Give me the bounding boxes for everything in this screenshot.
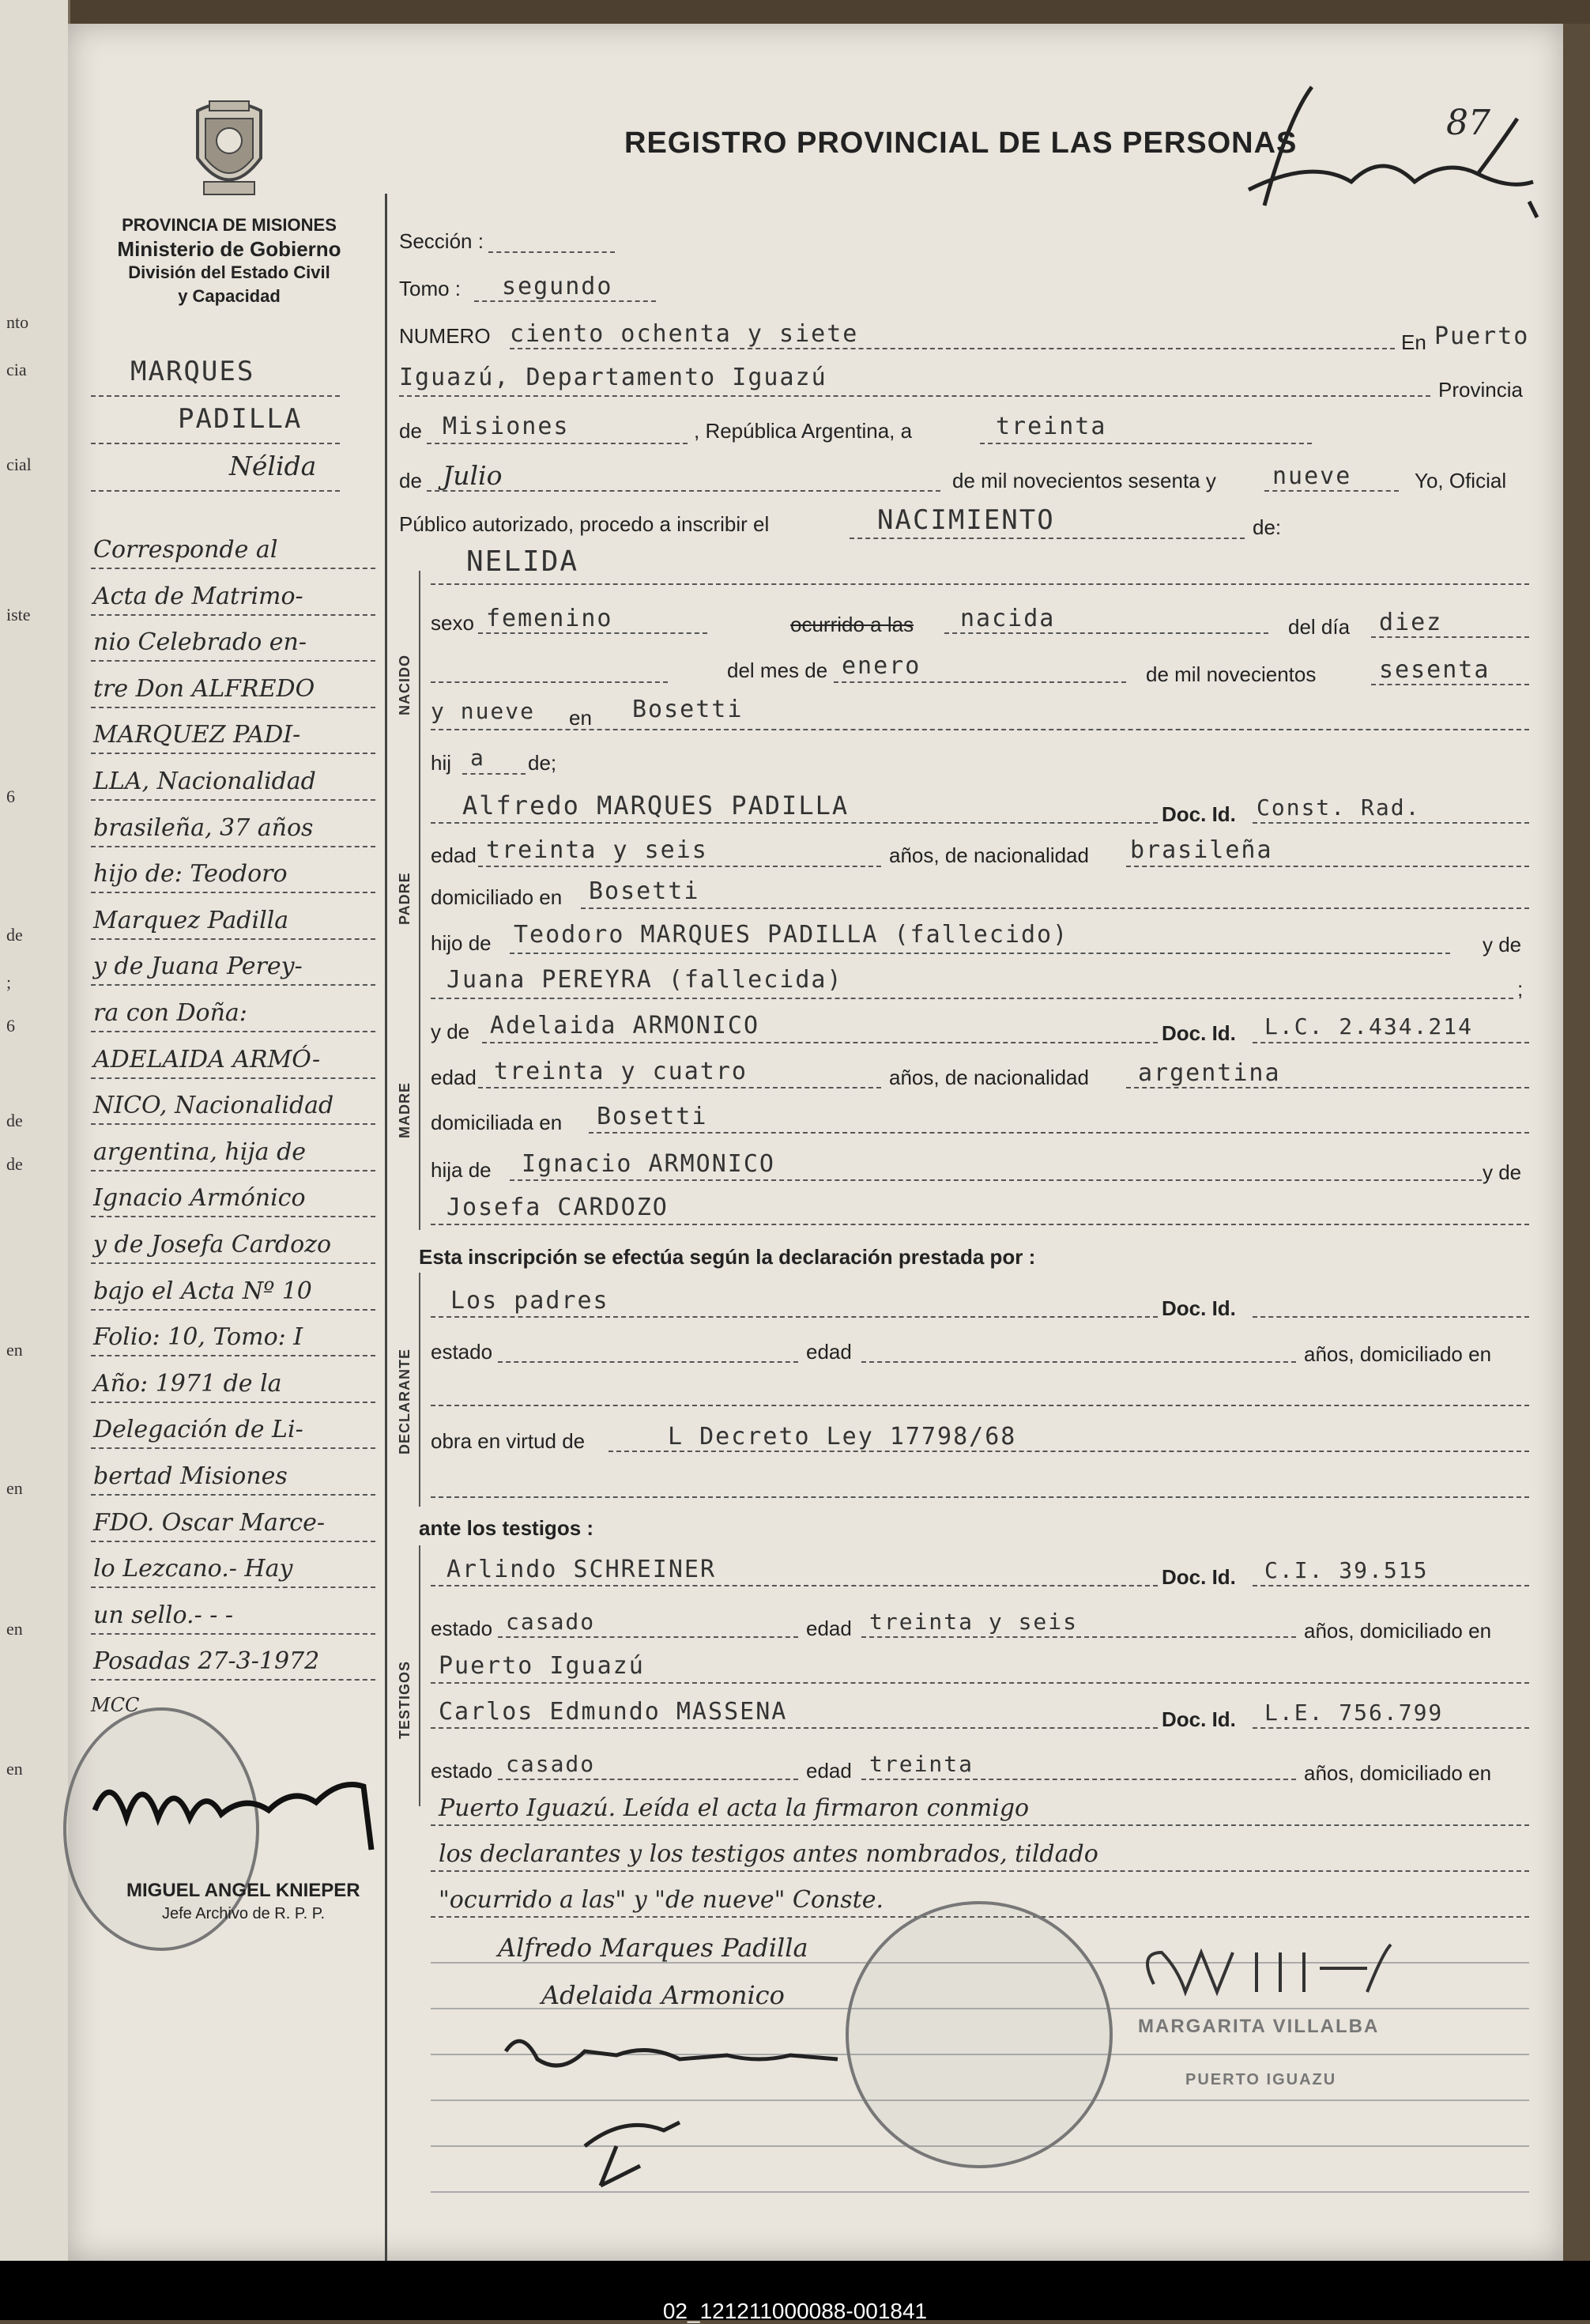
father-doc-label: Doc. Id. bbox=[1162, 802, 1236, 826]
witness1-estado: casado bbox=[506, 1609, 596, 1635]
numero-value: ciento ochenta y siete bbox=[510, 320, 859, 348]
witness2-edad: treinta bbox=[869, 1751, 974, 1777]
margin-given-name: Nélida bbox=[229, 451, 317, 481]
margin-note-line: Corresponde al bbox=[93, 536, 278, 564]
sexo-value: femenino bbox=[486, 605, 613, 632]
paternal-grandfather: Teodoro MARQUES PADILLA (fallecido) bbox=[514, 921, 1069, 949]
witness2-doc: L.E. 756.799 bbox=[1264, 1700, 1444, 1726]
margin-note-line: ra con Doña: bbox=[93, 999, 247, 1027]
de4-label: de; bbox=[528, 751, 557, 775]
page-number: 87 bbox=[1446, 103, 1490, 143]
maternal-grandmother: Josefa CARDOZO bbox=[446, 1194, 669, 1221]
semicolon: ; bbox=[1517, 977, 1524, 1001]
margin-surname-2: PADILLA bbox=[178, 403, 303, 435]
strip-text: en bbox=[6, 1478, 23, 1498]
margin-note-line: Posadas 27-3-1972 bbox=[93, 1647, 320, 1676]
witness1-dom-label: años, domiciliado en bbox=[1304, 1619, 1492, 1643]
closing-line-1: Puerto Iguazú. Leída el acta la firmaron conmigo bbox=[439, 1794, 1030, 1822]
act-line bbox=[850, 538, 1245, 539]
mother-hija-de-label: hija de bbox=[431, 1158, 492, 1182]
dia-label: del día bbox=[1288, 615, 1351, 639]
declarante-value: Los padres bbox=[450, 1287, 609, 1315]
declaracion-label: Esta inscripción se efectúa según la declaración prestada por : bbox=[419, 1245, 1036, 1269]
mother-doc-label: Doc. Id. bbox=[1162, 1021, 1236, 1045]
declarante-dom-label: años, domiciliado en bbox=[1304, 1342, 1492, 1366]
officer-stamp-place: PUERTO IGUAZU bbox=[1185, 2071, 1337, 2088]
margin-note-line: LLA, Nacionalidad bbox=[93, 768, 316, 795]
margin-note-rule bbox=[91, 846, 375, 847]
strip-text: de bbox=[6, 925, 23, 945]
declarante-doc-line bbox=[1253, 1316, 1529, 1318]
margin-note-rule bbox=[91, 660, 375, 662]
child-name-line bbox=[431, 583, 1529, 585]
father-name: Alfredo MARQUES PADILLA bbox=[462, 790, 850, 821]
witness1-dom-line bbox=[431, 1682, 1529, 1684]
witness2-edad-line bbox=[861, 1779, 1296, 1780]
witness2-doc-label: Doc. Id. bbox=[1162, 1707, 1236, 1731]
section-bracket-declarante bbox=[419, 1273, 420, 1507]
division-name-2: y Capacidad bbox=[178, 286, 281, 306]
margin-note-rule bbox=[91, 1447, 375, 1449]
dia-line bbox=[1371, 636, 1529, 638]
sexo-label: sexo bbox=[431, 611, 474, 635]
page-title: REGISTRO PROVINCIAL DE LAS PERSONAS bbox=[624, 126, 1298, 160]
father-doc-value: Const. Rad. bbox=[1257, 794, 1421, 821]
declarante-estado-line bbox=[498, 1361, 798, 1363]
margin-note-rule bbox=[91, 753, 375, 754]
section-label-padre: PADRE bbox=[397, 872, 413, 925]
numero-line bbox=[510, 348, 1395, 349]
father-signature: Alfredo Marques Padilla bbox=[498, 1933, 808, 1963]
margin-note-line: Año: 1971 de la bbox=[93, 1369, 282, 1398]
strip-text: 6 bbox=[6, 787, 15, 806]
closing-rule-1 bbox=[431, 1824, 1529, 1826]
witness1-doc: C.I. 39.515 bbox=[1264, 1557, 1429, 1583]
ocurrido-label: ocurrido a las bbox=[790, 613, 914, 636]
birthplace-value: Bosetti bbox=[632, 696, 744, 723]
en-value: Puerto bbox=[1434, 323, 1530, 350]
witness1-name-line bbox=[431, 1585, 1158, 1586]
mother-father-line bbox=[510, 1179, 1482, 1181]
witness2-estado-line bbox=[498, 1779, 798, 1780]
dia-value: diez bbox=[1379, 609, 1443, 636]
strip-text: iste bbox=[6, 605, 31, 624]
margin-note-rule bbox=[91, 1216, 375, 1217]
father-hijo-de-label: hijo de bbox=[431, 931, 492, 955]
margin-note-rule bbox=[91, 1679, 375, 1681]
witness2-estado-label: estado bbox=[431, 1759, 493, 1783]
mother-edad-label: edad bbox=[431, 1066, 477, 1089]
mil-line bbox=[1371, 684, 1529, 685]
margin-note-rule bbox=[91, 1402, 375, 1403]
ocurrido-value: nacida bbox=[960, 605, 1056, 632]
margin-note-line: argentina, hija de bbox=[93, 1137, 307, 1166]
strip-text: cia bbox=[6, 360, 27, 379]
mother-yde-label: y de bbox=[431, 1020, 470, 1043]
mother-nat-line bbox=[1126, 1087, 1529, 1088]
witness2-edad-label: edad bbox=[806, 1759, 852, 1783]
mother-mother-line bbox=[431, 1224, 1529, 1225]
officer-stamp-name: MARGARITA VILLALBA bbox=[1138, 2016, 1380, 2037]
margin-note-rule bbox=[91, 1355, 375, 1356]
mes-label: del mes de bbox=[727, 658, 828, 682]
tomo-label: Tomo : bbox=[399, 277, 462, 300]
mother-dom-line bbox=[589, 1132, 1529, 1134]
witness-signature-1 bbox=[490, 2020, 853, 2083]
year-value: nueve bbox=[1272, 462, 1352, 490]
margin-note-rule bbox=[91, 1077, 375, 1079]
mil-label: de mil novecientos bbox=[1146, 662, 1317, 686]
mes-value: enero bbox=[842, 652, 921, 680]
oficial-label: Yo, Oficial bbox=[1415, 469, 1507, 492]
tomo-value: segundo bbox=[502, 273, 613, 300]
father-age: treinta y seis bbox=[486, 836, 708, 864]
mil-value: sesenta bbox=[1379, 656, 1490, 684]
mother-doc-line bbox=[1253, 1042, 1529, 1043]
margin-divider bbox=[385, 194, 387, 2261]
strip-text: cial bbox=[6, 455, 32, 474]
margin-note-line: bertad Misiones bbox=[93, 1462, 288, 1490]
father-anos-label: años, de nacionalidad bbox=[889, 843, 1089, 867]
witness1-edad-label: edad bbox=[806, 1617, 852, 1640]
witness2-doc-line bbox=[1253, 1727, 1529, 1729]
margin-note-line: brasileña, 37 años bbox=[93, 813, 314, 842]
margin-note-line: FDO. Oscar Marce- bbox=[93, 1508, 325, 1537]
civil-registry-seal bbox=[846, 1901, 1113, 2168]
year-label: de mil novecientos sesenta y bbox=[952, 469, 1216, 492]
provincia-label: Provincia bbox=[1438, 378, 1523, 402]
margin-note-line: MARQUEZ PADI- bbox=[93, 721, 301, 749]
paternal-grandmother: Juana PEREYRA (fallecida) bbox=[446, 966, 843, 994]
witness1-doc-line bbox=[1253, 1585, 1529, 1586]
obra-label: obra en virtud de bbox=[431, 1429, 586, 1453]
father-domicile: Bosetti bbox=[589, 877, 700, 905]
day-value: treinta bbox=[996, 413, 1107, 440]
numero-label: NUMERO bbox=[399, 324, 491, 348]
margin-note-rule bbox=[91, 984, 375, 986]
section-bracket-padre bbox=[419, 794, 420, 1005]
official-signature-left bbox=[87, 1755, 387, 1858]
place-value: Iguazú, Departamento Iguazú bbox=[399, 364, 827, 391]
hij-label: hij bbox=[431, 751, 452, 775]
margin-note-rule bbox=[91, 568, 375, 569]
ministry-name: Ministerio de Gobierno bbox=[117, 237, 341, 261]
section-label-declarante: DECLARANTE bbox=[397, 1349, 413, 1454]
margin-note-line: hijo de: Teodoro bbox=[93, 860, 288, 888]
margin-note-rule bbox=[91, 1309, 375, 1311]
mother-anos-label: años, de nacionalidad bbox=[889, 1066, 1089, 1089]
month-value: Julio bbox=[443, 460, 503, 491]
obra-line-2 bbox=[431, 1496, 1529, 1498]
margin-note-rule bbox=[91, 1586, 375, 1588]
place-line bbox=[399, 395, 1430, 397]
strip-text: en bbox=[6, 1619, 23, 1639]
margin-note-rule bbox=[91, 1170, 375, 1171]
declarante-dom-line bbox=[431, 1405, 1529, 1406]
father-dom-line bbox=[581, 907, 1529, 909]
margin-note-rule bbox=[91, 1633, 375, 1635]
margin-note-rule bbox=[91, 1031, 375, 1032]
strip-text: 6 bbox=[6, 1016, 15, 1036]
witness1-doc-label: Doc. Id. bbox=[1162, 1565, 1236, 1589]
mother-age: treinta y cuatro bbox=[494, 1058, 748, 1085]
margin-note-rule bbox=[91, 707, 375, 708]
en2-label: en bbox=[569, 706, 592, 730]
declarante-line bbox=[431, 1316, 1158, 1318]
act-type-value: NACIMIENTO bbox=[877, 504, 1055, 536]
margin-note-line: y de Juana Perey- bbox=[93, 953, 303, 981]
witness1-edad-line bbox=[861, 1636, 1296, 1638]
margin-initials: MCC bbox=[91, 1694, 140, 1716]
father-age-line bbox=[478, 866, 881, 867]
mother-age-line bbox=[478, 1087, 881, 1088]
seccion-label: Sección : bbox=[399, 229, 484, 253]
maternal-grandfather: Ignacio ARMONICO bbox=[522, 1150, 775, 1178]
provincia-value: Misiones bbox=[443, 413, 570, 440]
child-name: NELIDA bbox=[466, 545, 579, 578]
mother-doc-value: L.C. 2.434.214 bbox=[1264, 1013, 1474, 1039]
mueve-value: y nueve bbox=[431, 698, 536, 724]
section-bracket-madre bbox=[419, 1005, 420, 1230]
father-dom-label: domiciliado en bbox=[431, 885, 563, 909]
hij-value: a bbox=[470, 745, 485, 771]
republica-label: , República Argentina, a bbox=[694, 419, 913, 443]
mother-signature: Adelaida Armonico bbox=[541, 1980, 785, 2010]
closing-rule-2 bbox=[431, 1870, 1529, 1872]
mother-name-line bbox=[482, 1042, 1158, 1043]
declarante-estado-label: estado bbox=[431, 1340, 493, 1364]
section-bracket-nacido bbox=[419, 571, 420, 794]
birthplace-line bbox=[431, 729, 1529, 730]
margin-note-line: bajo el Acta Nº 10 bbox=[93, 1277, 312, 1305]
hij-line bbox=[462, 773, 526, 775]
father-nationality: brasileña bbox=[1130, 836, 1273, 864]
father-nat-line bbox=[1126, 866, 1529, 867]
father-father-line bbox=[510, 953, 1450, 954]
mother-nationality: argentina bbox=[1138, 1059, 1281, 1087]
de2-label: de bbox=[399, 469, 422, 492]
tomo-line bbox=[474, 300, 656, 302]
section-label-testigos: TESTIGOS bbox=[397, 1660, 413, 1739]
previous-page-strip bbox=[0, 0, 70, 2261]
mother-domicile: Bosetti bbox=[597, 1103, 708, 1130]
strip-text: de bbox=[6, 1154, 23, 1174]
mes-pre-line bbox=[431, 681, 668, 683]
official-title: Jefe Archivo de R. P. P. bbox=[162, 1905, 326, 1922]
mother-name: Adelaida ARMONICO bbox=[490, 1012, 760, 1039]
father-edad-label: edad bbox=[431, 843, 477, 867]
declarante-edad-line bbox=[861, 1361, 1296, 1363]
margin-note-line: Folio: 10, Tomo: I bbox=[93, 1323, 303, 1352]
margin-note-rule bbox=[91, 1541, 375, 1542]
publico-label: Público autorizado, procedo a inscribir el bbox=[399, 512, 770, 536]
en-label: En bbox=[1401, 330, 1426, 354]
official-name: MIGUEL ANGEL KNIEPER bbox=[126, 1880, 360, 1901]
top-edge bbox=[0, 0, 1590, 24]
mother-yde-label-2: y de bbox=[1483, 1160, 1522, 1184]
margin-note-line: NICO, Nacionalidad bbox=[93, 1092, 334, 1120]
de3-label: de: bbox=[1253, 515, 1282, 539]
margin-rule bbox=[91, 490, 340, 492]
strip-text: en bbox=[6, 1340, 23, 1360]
margin-note-rule bbox=[91, 614, 375, 616]
witness2-name: Carlos Edmundo MASSENA bbox=[439, 1698, 788, 1726]
ocurrido-line bbox=[944, 632, 1268, 634]
image-caption: 02_121211000088-001841 bbox=[662, 2299, 928, 2323]
section-bracket-testigos bbox=[419, 1545, 420, 1806]
witness1-edad: treinta y seis bbox=[869, 1609, 1079, 1635]
witness1-estado-label: estado bbox=[431, 1617, 493, 1640]
witness-signature-2 bbox=[569, 2099, 695, 2194]
margin-note-rule bbox=[91, 1494, 375, 1496]
strip-text: en bbox=[6, 1759, 23, 1779]
margin-note-line: Marquez Padilla bbox=[93, 906, 289, 934]
margin-note-rule bbox=[91, 1123, 375, 1125]
margin-note-rule bbox=[91, 938, 375, 940]
margin-note-rule bbox=[91, 892, 375, 893]
father-mother-line bbox=[431, 998, 1513, 999]
year-line bbox=[1264, 490, 1399, 492]
provincia-line bbox=[427, 443, 688, 444]
witness2-estado: casado bbox=[506, 1751, 596, 1777]
obra-value: L Decreto Ley 17798/68 bbox=[668, 1423, 1017, 1451]
month-line bbox=[427, 490, 940, 492]
official-signature-right bbox=[1130, 1937, 1422, 2008]
obra-line bbox=[608, 1451, 1529, 1452]
margin-note-line: Acta de Matrimo- bbox=[93, 582, 303, 610]
declarante-doc-label: Doc. Id. bbox=[1162, 1296, 1236, 1320]
mother-dom-label: domiciliada en bbox=[431, 1111, 563, 1134]
father-doc-line bbox=[1253, 822, 1529, 824]
witness2-dom-label: años, domiciliado en bbox=[1304, 1761, 1492, 1785]
division-name: División del Estado Civil bbox=[128, 262, 330, 282]
section-label-nacido: NACIDO bbox=[397, 655, 413, 715]
witness2-name-line bbox=[431, 1727, 1158, 1729]
margin-note-line: tre Don ALFREDO bbox=[93, 674, 315, 703]
witness1-name: Arlindo SCHREINER bbox=[446, 1556, 717, 1583]
margin-note-line: lo Lezcano.- Hay bbox=[93, 1555, 293, 1583]
province-name: PROVINCIA DE MISIONES bbox=[122, 215, 337, 235]
declarante-edad-label: edad bbox=[806, 1340, 852, 1364]
witness1-estado-line bbox=[498, 1636, 798, 1638]
margin-surname-1: MARQUES bbox=[130, 356, 255, 387]
de-label: de bbox=[399, 419, 422, 443]
margin-note-line: y de Josefa Cardozo bbox=[93, 1231, 332, 1258]
strip-text: ; bbox=[6, 972, 12, 992]
margin-note-rule bbox=[91, 1262, 375, 1264]
section-label-madre: MADRE bbox=[397, 1082, 413, 1138]
margin-note-line: ADELAIDA ARMÓ- bbox=[93, 1045, 321, 1073]
margin-rule bbox=[91, 443, 340, 444]
mes-line bbox=[834, 681, 1126, 683]
seccion-line bbox=[488, 251, 615, 253]
issuing-authority bbox=[87, 213, 371, 308]
day-line bbox=[980, 443, 1312, 444]
strip-text: de bbox=[6, 1111, 23, 1130]
strip-text: nto bbox=[6, 312, 29, 332]
sexo-line bbox=[478, 632, 707, 634]
header-signature bbox=[1217, 71, 1549, 237]
father-name-line bbox=[431, 822, 1158, 824]
margin-note-line: nio Celebrado en- bbox=[93, 628, 307, 657]
closing-line-2: los declarantes y los testigos antes nombrados, tildado bbox=[439, 1840, 1098, 1868]
margin-note-line: Delegación de Li- bbox=[93, 1416, 303, 1444]
margin-rule bbox=[91, 395, 340, 397]
father-yde-label: y de bbox=[1483, 933, 1522, 956]
testigos-label: ante los testigos : bbox=[419, 1516, 594, 1540]
margin-note-rule bbox=[91, 799, 375, 801]
coat-of-arms-icon bbox=[182, 95, 277, 206]
closing-line-3: "ocurrido a las" y "de nueve" Conste. bbox=[439, 1886, 884, 1914]
witness1-domicile: Puerto Iguazú bbox=[439, 1652, 645, 1680]
margin-note-line: Ignacio Armónico bbox=[93, 1184, 306, 1213]
margin-note-line: un sello.- - - bbox=[93, 1601, 234, 1629]
